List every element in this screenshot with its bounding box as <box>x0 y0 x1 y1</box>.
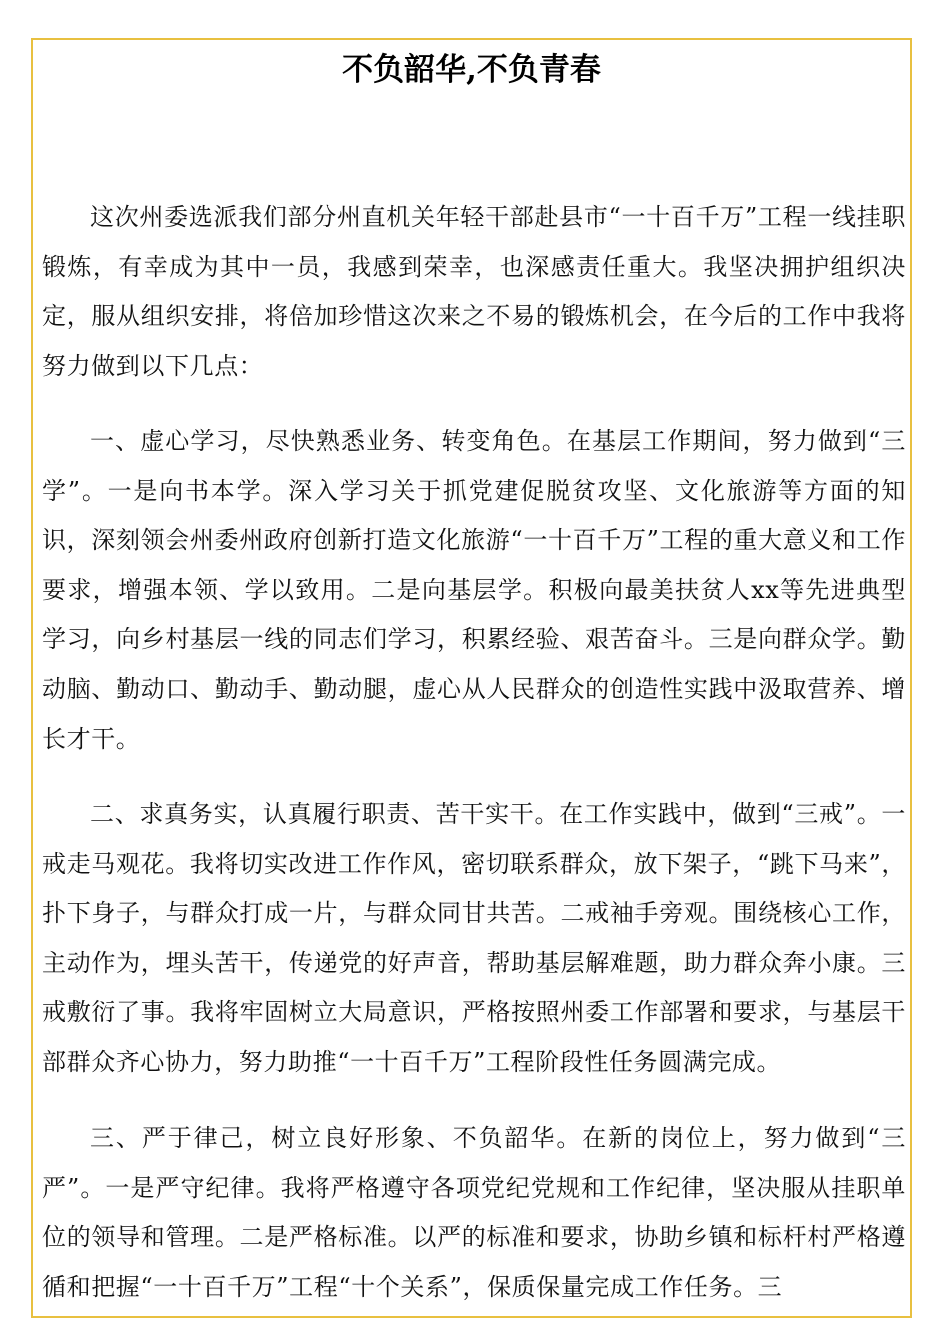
document-title: 不负韶华,不负青春 <box>342 52 601 88</box>
paragraph-section-one: 一、虚心学习，尽快熟悉业务、转变角色。在基层工作期间，努力做到“三学”。一是向书本学。深入学习关于抓党建促脱贫攻坚、文化旅游等方面的知识，深刻领会州委州政府创新打造文化旅游“一十百千万”工程的重大意义和工作要求，增强本领、学以致用。二是向基层学。积极向最美扶贫人xx等先进典型学习，向乡村基层一线的同志们学习，积累经验、艰苦奋斗。三是向群众学。勤动脑、勤动口、勤动手、勤动腿，虚心从人民群众的创造性实践中汲取营养、增长才干。 <box>42 427 906 753</box>
paragraph-section-three: 三、严于律己，树立良好形象、不负韶华。在新的岗位上，努力做到“三严”。一是严守纪律。我将严格遵守各项党纪党规和工作纪律，坚决服从挂职单位的领导和管理。二是严格标准。以严的标准和要求，协助乡镇和标杆村严格遵循和把握“一十百千万”工程“十个关系”，保质保量完成工作任务。三 <box>42 1124 906 1301</box>
paragraph-section-two: 二、求真务实，认真履行职责、苦干实干。在工作实践中，做到“三戒”。一戒走马观花。我将切实改进工作作风，密切联系群众，放下架子，“跳下马来”，扑下身子，与群众打成一片，与群众同甘共苦。二戒袖手旁观。围绕核心工作，主动作为，埋头苦干，传递党的好声音，帮助基层解难题，助力群众奔小康。三戒敷衍了事。我将牢固树立大局意识，严格按照州委工作部署和要求，与基层干部群众齐心协力，努力助推“一十百千万”工程阶段性任务圆满完成。 <box>42 800 906 1076</box>
paragraph-intro: 这次州委选派我们部分州直机关年轻干部赴县市“一十百千万”工程一线挂职锻炼，有幸成为其中一员，我感到荣幸，也深感责任重大。我坚决拥护组织决定，服从组织安排，将倍加珍惜这次来之不易的锻炼机会，在今后的工作中我将努力做到以下几点： <box>42 203 906 380</box>
page-border-frame <box>31 38 912 1318</box>
